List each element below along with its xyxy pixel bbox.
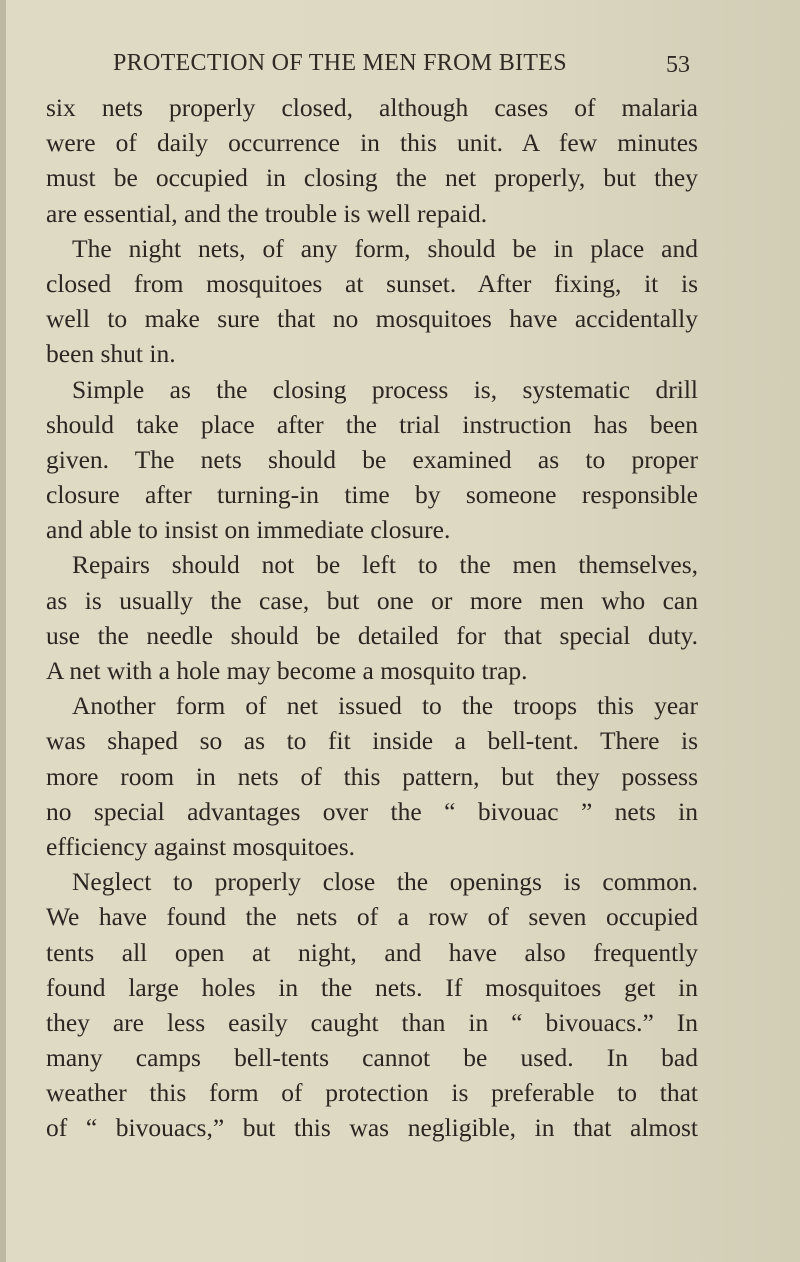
text-line: must be occupied in closing the net properly, but they bbox=[46, 163, 698, 193]
text-line: Neglect to properly close the openings is common. bbox=[72, 867, 698, 897]
text-line: no special advantages over the “ bivouac ” nets in bbox=[46, 796, 698, 826]
text-line: they are less easily caught than in “ bivouacs.” In bbox=[46, 1007, 698, 1037]
text-line: been shut in. bbox=[46, 339, 176, 369]
text-line: closure after turning-in time by someone responsible bbox=[46, 480, 698, 510]
text-line: well to make sure that no mosquitoes have accidentally bbox=[46, 304, 698, 334]
text-line: should take place after the trial instruction has been bbox=[46, 409, 698, 439]
page-number: 53 bbox=[666, 52, 690, 78]
text-line: A net with a hole may become a mosquito trap. bbox=[46, 656, 528, 685]
text-line: were of daily occurrence in this unit. A few minutes bbox=[46, 128, 698, 158]
text-line: of “ bivouacs,” but this was negligible, in that almost bbox=[46, 1113, 698, 1143]
text-line: Simple as the closing process is, systematic drill bbox=[72, 374, 698, 404]
text-line: six nets properly closed, although cases of malaria bbox=[46, 93, 698, 122]
text-line: use the needle should be detailed for that special duty. bbox=[46, 620, 698, 650]
text-line: Repairs should not be left to the men themselves, bbox=[72, 550, 698, 580]
text-line: weather this form of protection is preferable to that bbox=[46, 1078, 698, 1108]
running-head: PROTECTION OF THE MEN FROM BITES bbox=[113, 50, 567, 76]
body-text bbox=[46, 90, 698, 1146]
text-line: more room in nets of this pattern, but they possess bbox=[46, 761, 698, 791]
text-line: We have found the nets of a row of seven occupied bbox=[46, 902, 698, 932]
text-line: efficiency against mosquitoes. bbox=[46, 831, 355, 861]
text-line: many camps bell-tents cannot be used. In bad bbox=[46, 1043, 698, 1073]
text-line: was shaped so as to fit inside a bell-tent. There is bbox=[46, 726, 698, 756]
text-line: found large holes in the nets. If mosquitoes get in bbox=[46, 972, 698, 1002]
text-line: Another form of net issued to the troops this year bbox=[72, 691, 698, 721]
text-line: tents all open at night, and have also frequently bbox=[46, 937, 698, 967]
text-line: given. The nets should be examined as to proper bbox=[46, 444, 698, 474]
text-line: as is usually the case, but one or more men who can bbox=[46, 585, 698, 615]
text-line: closed from mosquitoes at sunset. After fixing, it is bbox=[46, 268, 698, 298]
text-line: The night nets, of any form, should be in place and bbox=[72, 233, 698, 263]
text-line: and able to insist on immediate closure. bbox=[46, 515, 451, 545]
text-line: are essential, and the trouble is well repaid. bbox=[46, 198, 488, 228]
page-header bbox=[0, 46, 800, 86]
